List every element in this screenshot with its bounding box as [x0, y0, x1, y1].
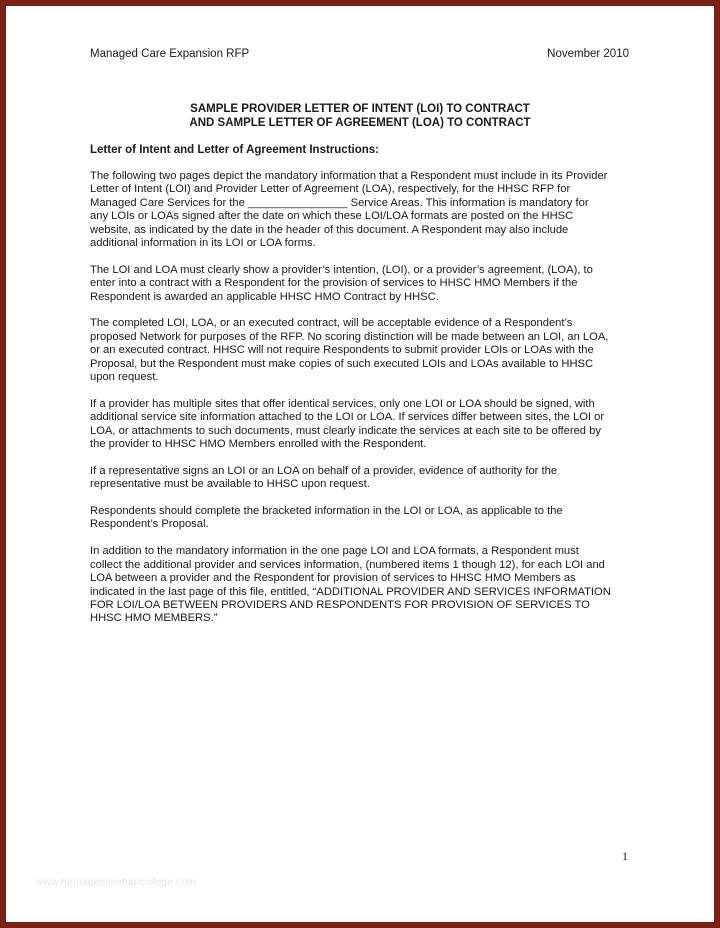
document-title-line-1: SAMPLE PROVIDER LETTER OF INTENT (LOI) TO CONTRACT: [190, 103, 530, 115]
paragraph: The completed LOI, LOA, or an executed contract, will be acceptable evidence of a Respondent’s proposed Network for purposes of the RFP. No scoring distinction will be made between an LOI, an LOA, or an executed contract. HHSC will not require Respondents to submit provider LOIs or LOAs with the Proposal, but the Respondent must make copies of such executed LOIs and LOAs available to HHSC upon request.: [90, 317, 609, 384]
header-left-text: Managed Care Expansion RFP: [90, 48, 250, 60]
paragraph: The following two pages depict the mandatory information that a Respondent must include in its Provider Letter of Intent (LOI) and Provider Letter of Agreement (LOA), respectively, for the HHSC RFP for Managed Care Services for the ________________ Service Areas. This information is mandatory for any LOIs or LOAs signed after the date on which these LOI/LOA formats are posted on the HHSC website, as indicated by the date in the header of this document. A Respondent may also include additional information in its LOI or LOA forms.: [90, 170, 608, 250]
paragraph: The LOI and LOA must clearly show a provider’s intention, (LOI), or a provider’s agreement, (LOA), to enter into a contract with a Respondent for the provision of services to HHSC HMO Members if the Respondent is awarded an applicable HHSC HMO Contract by HHSC.: [90, 263, 593, 303]
paragraph: If a representative signs an LOI or an LOA on behalf of a provider, evidence of authority for the representative must be available to HHSC upon request.: [90, 464, 558, 491]
watermark: www.heritagechristiancollege.com: [36, 877, 197, 888]
page-number: 1: [622, 849, 628, 863]
document-body: [90, 170, 630, 639]
paragraph: In addition to the mandatory information in the one page LOI and LOA formats, a Respondent must collect the additional provider and services information, (numbered items 1 though 12), for each LOI and LOA between a provider and the Respondent for provision of services to HHSC HMO Members as indicated in the last page of this file, entitled, “ADDITIONAL PROVIDER AND SERVICES INFORMATION FOR LOI/LOA BETWEEN PROVIDERS AND RESPONDENTS FOR PROVISION OF SERVICES TO HHSC HMO MEMBERS.”: [90, 545, 611, 625]
document-title-line-2: AND SAMPLE LETTER OF AGREEMENT (LOA) TO CONTRACT: [189, 117, 531, 129]
paragraph: If a provider has multiple sites that offer identical services, only one LOI or LOA should be signed, with additional service site information attached to the LOI or LOA. If services differ between sites, the LOI or LOA, or attachments to such documents, must clearly indicate the services at each site to be offered by the provider to HHSC HMO Members enrolled with the Respondent.: [90, 397, 605, 451]
section-heading: Letter of Intent and Letter of Agreement Instructions:: [90, 144, 380, 156]
header-date: November 2010: [547, 48, 629, 60]
paragraph: Respondents should complete the bracketed information in the LOI or LOA, as applicable to the Respondent’s Proposal.: [90, 505, 563, 531]
